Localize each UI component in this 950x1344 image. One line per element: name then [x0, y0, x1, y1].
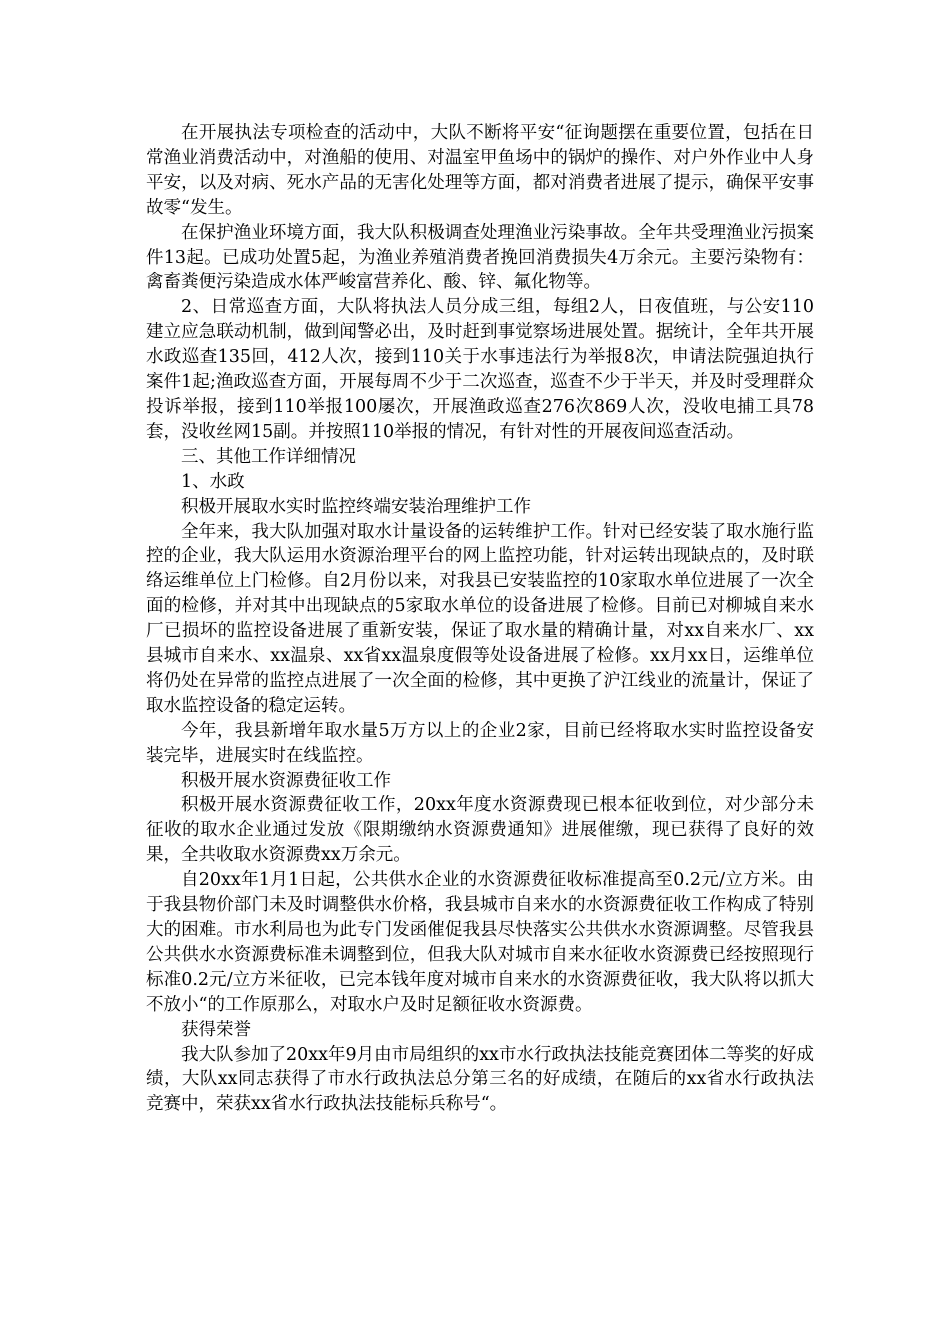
subsection-heading-water-admin: 1、水政: [181, 471, 245, 492]
paragraph-fishery-environment: 在保护渔业环境方面，我大队积极调查处理渔业污染事故。全年共受理渔业污损案件13起。已成功处置5起，为渔业养殖消费者挽回消费损失4万余元。主要污染物有：禽畜粪便污染造成水体严峻富营养化、酸、锌、氟化物等。: [146, 222, 814, 293]
document-body: [146, 121, 814, 1117]
paragraph-fee-standard: 自20xx年1月1日起，公共供水企业的水资源费征收标准提高至0.2元/立方米。由于我县物价部门未及时调整供水价格，我县城市自来水的水资源费征收工作构成了特别大的困难。市水利局也为此专门发函催促我县尽快落实公共供水水资源调整。尽管我县公共供水水资源费标准未调整到位，但我大队对城市自来水征收水资源费已经按照现行标准0.2元/立方米征收，已完本钱年度对城市自来水的水资源费征收，我大队将以抓大不放小“的工作原那么，对取水户及时足额征收水资源费。: [146, 870, 814, 1015]
topic-heading-monitoring-terminals: 积极开展取水实时监控终端安装治理维护工作: [181, 496, 531, 517]
paragraph-fee-collection: 积极开展水资源费征收工作，20xx年度水资源费现已根本征收到位，对少部分未征收的取水企业通过发放《限期缴纳水资源费通知》进展催缴，现已获得了良好的效果，全共收取水资源费xx万余元。: [146, 795, 814, 866]
topic-heading-honors: 获得荣誉: [181, 1019, 251, 1040]
paragraph-equipment-maintenance: 全年来，我大队加强对取水计量设备的运转维护工作。针对已经安装了取水施行监控的企业，我大队运用水资源治理平台的网上监控功能，针对运转出现缺点的，及时联络运维单位上门检修。自2月份以来，对我县已安装监控的10家取水单位进展了一次全面的检修，并对其中出现缺点的5家取水单位的设备进展了检修。目前已对柳城自来水厂已损坏的监控设备进展了重新安装，保证了取水量的精确计量，对xx自来水厂、xx县城市自来水、xx温泉、xx省xx温泉度假等处设备进展了检修。xx月xx日，运维单位将仍处在异常的监控点进展了一次全面的检修，其中更换了沪江线业的流量计，保证了取水监控设备的稳定运转。: [146, 521, 814, 716]
section-heading-other-work: 三、其他工作详细情况: [181, 446, 356, 467]
paragraph-daily-patrol: 2、日常巡查方面，大队将执法人员分成三组，每组2人，日夜值班，与公安110建立应急联动机制，做到闻警必出，及时赶到事觉察场进展处置。据统计，全年共开展水政巡查135回，412人次，接到110关于水事违法行为举报8次，申请法院强迫执行案件1起;渔政巡查方面，开展每周不少于二次巡查，巡查不少于半天，并及时受理群众投诉举报，接到110举报100屡次，开展渔政巡查276次869人次，没收电捕工具78套，没收丝网15副。并按照110举报的情况，有针对性的开展夜间巡查活动。: [146, 297, 814, 442]
topic-heading-fee-collection: 积极开展水资源费征收工作: [181, 770, 391, 791]
paragraph-new-enterprises: 今年，我县新增年取水量5万方以上的企业2家，目前已经将取水实时监控设备安装完毕，进展实时在线监控。: [146, 720, 814, 766]
paragraph-honors: 我大队参加了20xx年9月由市局组织的xx市水行政执法技能竞赛团体二等奖的好成绩，大队xx同志获得了市水行政执法总分第三名的好成绩，在随后的xx省水行政执法竞赛中，荣获xx省水行政执法技能标兵称号“。: [146, 1044, 814, 1115]
paragraph-safety-inspection: 在开展执法专项检查的活动中，大队不断将平安“征询题摆在重要位置，包括在日常渔业消费活动中，对渔船的使用、对温室甲鱼场中的锅炉的操作、对户外作业中人身平安，以及对病、死水产品的无害化处理等方面，都对消费者进展了提示，确保平安事故零“发生。: [146, 123, 814, 218]
